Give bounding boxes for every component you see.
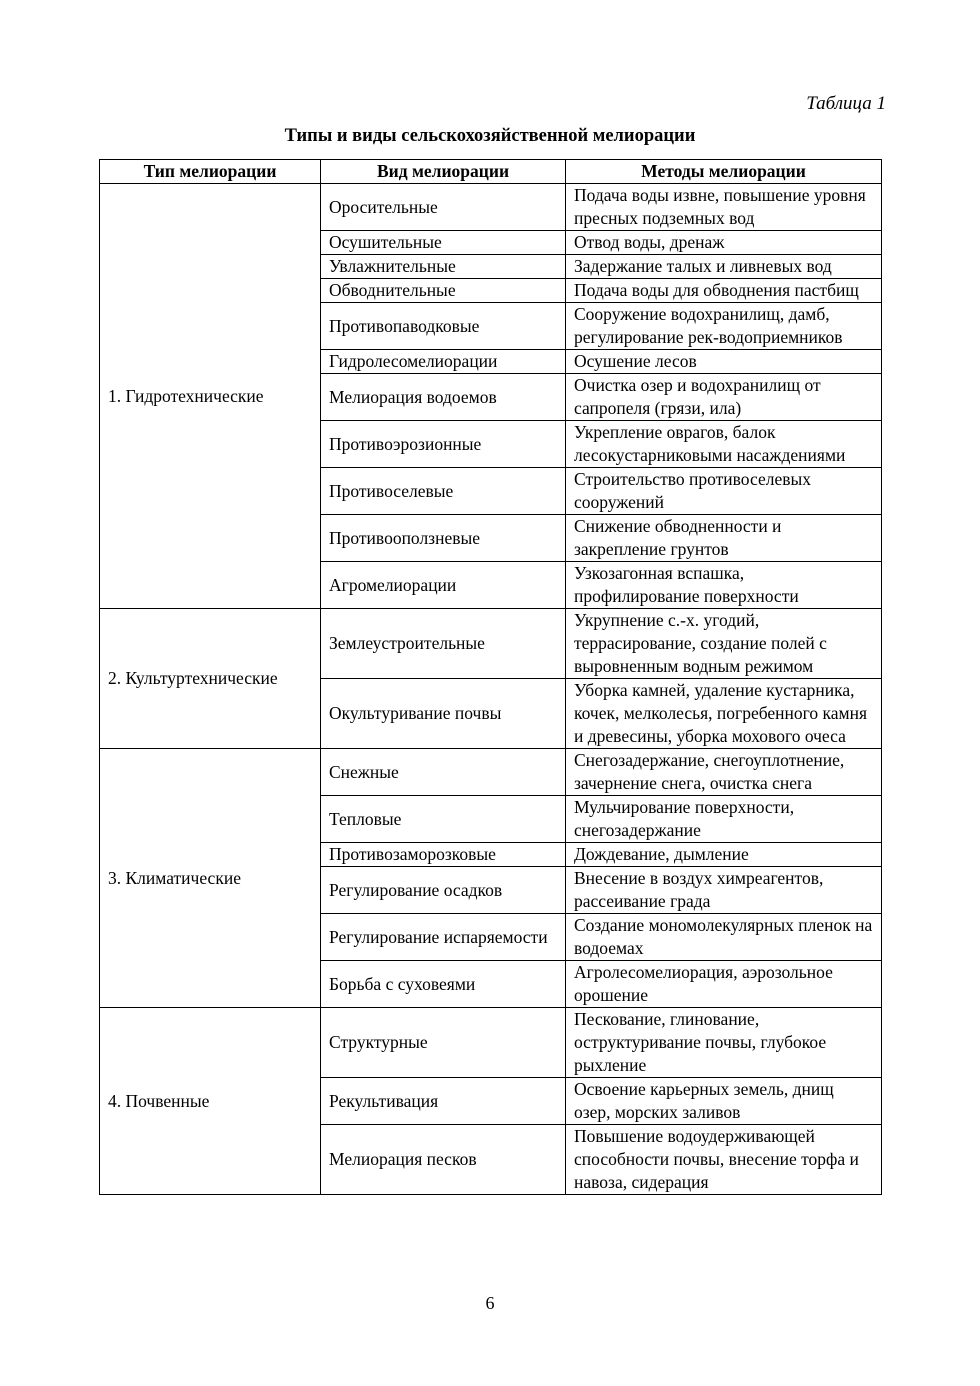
melioration-kind-cell: Противооползневые [321,515,566,562]
melioration-method-cell: Уборка камней, удаление кустарника, кочек, мелколесья, погребенного камня и древесины, уборка мохового очеса [566,679,882,749]
melioration-type-cell: 4. Почвенные [100,1008,321,1195]
melioration-method-cell: Осушение лесов [566,350,882,374]
melioration-kind-cell: Агромелиорации [321,562,566,609]
melioration-kind-cell: Мелиорация водоемов [321,374,566,421]
melioration-method-cell: Агролесомелиорация, аэрозольное орошение [566,961,882,1008]
melioration-table [99,159,882,1195]
melioration-kind-cell: Противоселевые [321,468,566,515]
melioration-kind-cell: Рекультивация [321,1078,566,1125]
table-row [100,749,882,796]
melioration-kind-cell: Окультуривание почвы [321,679,566,749]
melioration-method-cell: Строительство противоселевых сооружений [566,468,882,515]
melioration-method-cell: Снегозадержание, снегоуплотнение, зачернение снега, очистка снега [566,749,882,796]
melioration-kind-cell: Регулирование осадков [321,867,566,914]
melioration-method-cell: Мульчирование поверхности, снегозадержание [566,796,882,843]
melioration-kind-cell: Структурные [321,1008,566,1078]
melioration-kind-cell: Обводнительные [321,279,566,303]
melioration-kind-cell: Снежные [321,749,566,796]
header-type: Тип мелиорации [100,160,321,184]
table-row [100,609,882,679]
melioration-method-cell: Узкозагонная вспашка, профилирование поверхности [566,562,882,609]
melioration-method-cell: Внесение в воздух химреагентов, рассеивание града [566,867,882,914]
melioration-kind-cell: Оросительные [321,184,566,231]
melioration-kind-cell: Гидролесомелиорации [321,350,566,374]
melioration-method-cell: Очистка озер и водохранилищ от сапропеля (грязи, ила) [566,374,882,421]
melioration-kind-cell: Увлажнительные [321,255,566,279]
table-label: Таблица 1 [806,93,886,114]
table-title: Типы и виды сельскохозяйственной мелиорации [284,126,696,146]
melioration-method-cell: Дождевание, дымление [566,843,882,867]
melioration-kind-cell: Противозаморозковые [321,843,566,867]
melioration-method-cell: Сооружение водохранилищ, дамб, регулирование рек-водоприемников [566,303,882,350]
table-row [100,1008,882,1078]
header-methods: Методы мелиорации [566,160,882,184]
melioration-kind-cell: Борьба с суховеями [321,961,566,1008]
melioration-method-cell: Задержание талых и ливневых вод [566,255,882,279]
melioration-method-cell: Создание мономолекулярных пленок на водоемах [566,914,882,961]
melioration-type-cell: 1. Гидротехнические [100,184,321,609]
melioration-method-cell: Освоение карьерных земель, днищ озер, морских заливов [566,1078,882,1125]
melioration-method-cell: Укрупнение с.-х. угодий, террасирование, создание полей с выровненным водным режимом [566,609,882,679]
melioration-method-cell: Подача воды для обводнения пастбищ [566,279,882,303]
header-kind: Вид мелиорации [321,160,566,184]
table-row [100,184,882,231]
melioration-method-cell: Укрепление оврагов, балок лесокустарниковыми насаждениями [566,421,882,468]
melioration-kind-cell: Тепловые [321,796,566,843]
melioration-method-cell: Пескование, глинование, оструктуривание почвы, глубокое рыхление [566,1008,882,1078]
melioration-kind-cell: Осушительные [321,231,566,255]
melioration-kind-cell: Землеустроительные [321,609,566,679]
melioration-method-cell: Повышение водоудерживающей способности почвы, внесение торфа и навоза, сидерация [566,1125,882,1195]
melioration-method-cell: Отвод воды, дренаж [566,231,882,255]
melioration-method-cell: Подача воды извне, повышение уровня пресных подземных вод [566,184,882,231]
melioration-method-cell: Снижение обводненности и закрепление грунтов [566,515,882,562]
melioration-type-cell: 2. Культуртехнические [100,609,321,749]
table-header-row [100,160,882,184]
melioration-kind-cell: Противоэрозионные [321,421,566,468]
melioration-type-cell: 3. Климатические [100,749,321,1008]
melioration-kind-cell: Регулирование испаряемости [321,914,566,961]
melioration-kind-cell: Противопаводковые [321,303,566,350]
page-number: 6 [485,1293,495,1313]
melioration-kind-cell: Мелиорация песков [321,1125,566,1195]
